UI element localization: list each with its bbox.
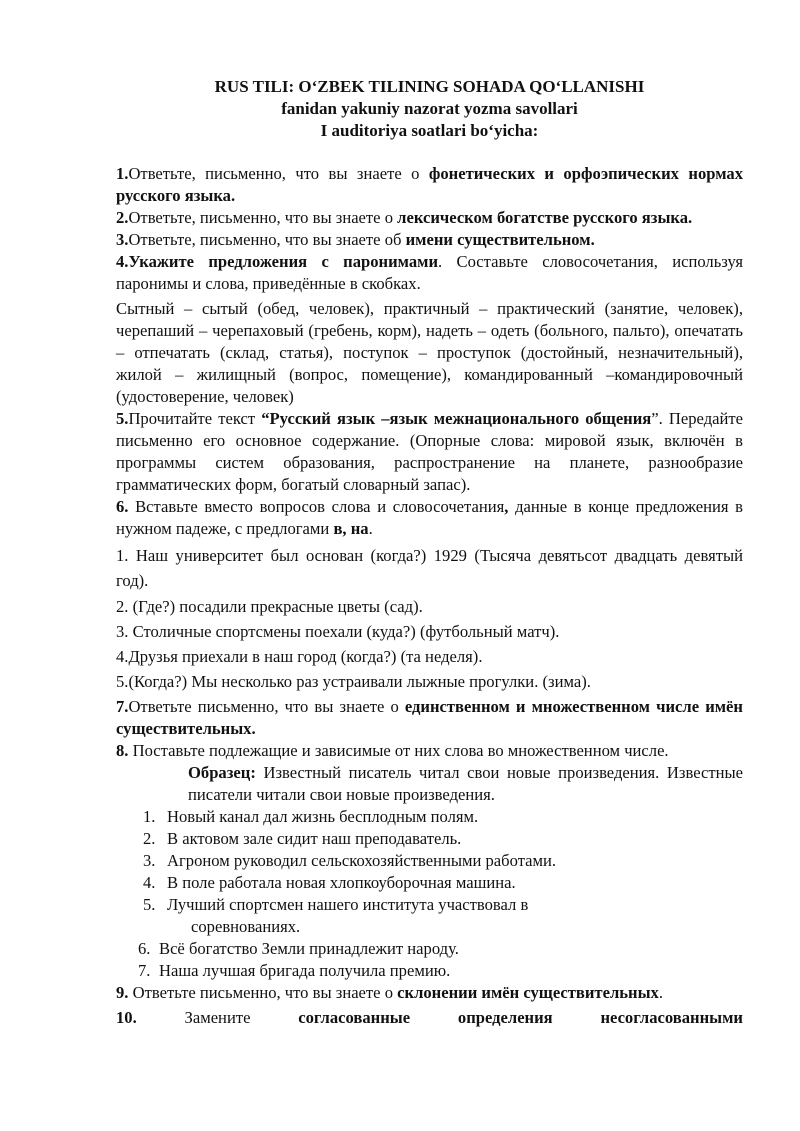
list-item: 2. В актовом зале сидит наш преподаватель. [143,829,462,848]
list-item: 3. Агроном руководил сельскохозяйственными работами. [143,851,557,870]
question-number: 2. [116,208,129,227]
list-item: 2. (Где?) посадили прекрасные цветы (сад). [116,597,423,616]
question-number: 3. [116,230,129,249]
question-7: 7.Ответьте письменно, что вы знаете о единственном и множественном числе имён существительных. [116,697,743,738]
question-2: 2.Ответьте, письменно, что вы знаете о лексическом богатстве русского языка. [116,208,693,227]
question-emphasis: лексическом богатстве русского языка. [397,208,693,227]
question-emphasis: фонетических и орфоэпических нормах русского языка. [116,164,743,205]
question-emphasis: Укажите предложения с паронимами [128,252,439,271]
question-number: 4. [116,252,129,271]
question-emphasis: в, на [333,519,369,538]
sentence-list [116,806,743,982]
example-block: Образец: Известный писатель читал свои новые произведения. Известные писатели читали свои новые произведения. [188,763,743,804]
paronyms-list: Сытный – сытый (обед, человек), практичный – практический (занятие, человек), черепаший – черепаховый (гребень, корм), надеть – одеть (больного, пальто), опечатать – отпечатать (склад, статья), поступок – проступок (достойный, незначительный), жилой – жилищный (вопрос, помещение), командированный –командировочный (удостоверение, человек) [116,299,743,406]
list-item: 3. Столичные спортсмены поехали (куда?) (футбольный матч). [116,622,560,641]
example-label: Образец: [188,763,256,782]
question-1: 1.Ответьте, письменно, что вы знаете о фонетических и орфоэпических нормах русского языка. [116,164,743,205]
question-number: 5. [116,409,129,428]
list-item: 1. Наш университет был основан (когда?) 1929 (Тысяча девятьсот двадцать девятый год). [116,546,743,590]
list-item: 4. В поле работала новая хлопкоуборочная машина. [143,873,516,892]
question-number: 9. [116,983,129,1002]
document-title [116,76,743,142]
question-number: 8. [116,741,129,760]
question-number: 6. [116,497,129,516]
question-emphasis: имени существительном. [405,230,595,249]
document-page [116,76,743,1029]
question-3: 3.Ответьте, письменно, что вы знаете об имени существительном. [116,230,595,249]
list-item: 6. Всё богатство Земли принадлежит народу. [138,939,459,958]
list-item: 4.Друзья приехали в наш город (когда?) (та неделя). [116,647,483,666]
list-item: 5. Лучший спортсмен нашего института участвовал в соревнованиях. [143,895,529,936]
question-emphasis: единственном и множественном числе имён существительных. [116,697,743,738]
question-number: 7. [116,697,129,716]
question-number: 1. [116,164,129,183]
question-4: 4.Укажите предложения с паронимами. Составьте словосочетания, используя паронимы и слова, приведённые в скобках. [116,252,743,293]
question-emphasis: склонении имён существительных [397,983,659,1002]
question-8: 8. Поставьте подлежащие и зависимые от них слова во множественном числе. [116,741,669,760]
title-line-3: I auditoriya soatlari bo‘yicha: [320,121,539,140]
question-6: 6. Вставьте вместо вопросов слова и словосочетания, данные в конце предложения в нужном падеже, с предлогами в, на. [116,497,743,538]
title-line-1: RUS TILI: O‘ZBEK TILINING SOHADA QO‘LLANISHI [214,77,645,96]
question-9: 9. Ответьте письменно, что вы знаете о склонении имён существительных. [116,983,663,1002]
question-5: 5.Прочитайте текст “Русский язык –язык межнационального общения”. Передайте письменно его основное содержание. (Опорные слова: мировой язык, включён в программы систем образования, распространение на планете, разнообразие грамматических форм, богатый словарный запас). [116,409,744,494]
list-item: 1. Новый канал дал жизнь бесплодным полям. [143,807,479,826]
list-item: 7. Наша лучшая бригада получила премию. [138,961,451,980]
question-emphasis: “Русский язык –язык межнационального общения [261,409,652,428]
question-number: 10. [116,1008,137,1027]
question-10: 10. Замените согласованные определения несогласованными [116,1008,743,1027]
list-item: 5.(Когда?) Мы несколько раз устраивали лыжные прогулки. (зима). [116,672,591,691]
title-line-2: fanidan yakuniy nazorat yozma savollari [281,99,578,118]
